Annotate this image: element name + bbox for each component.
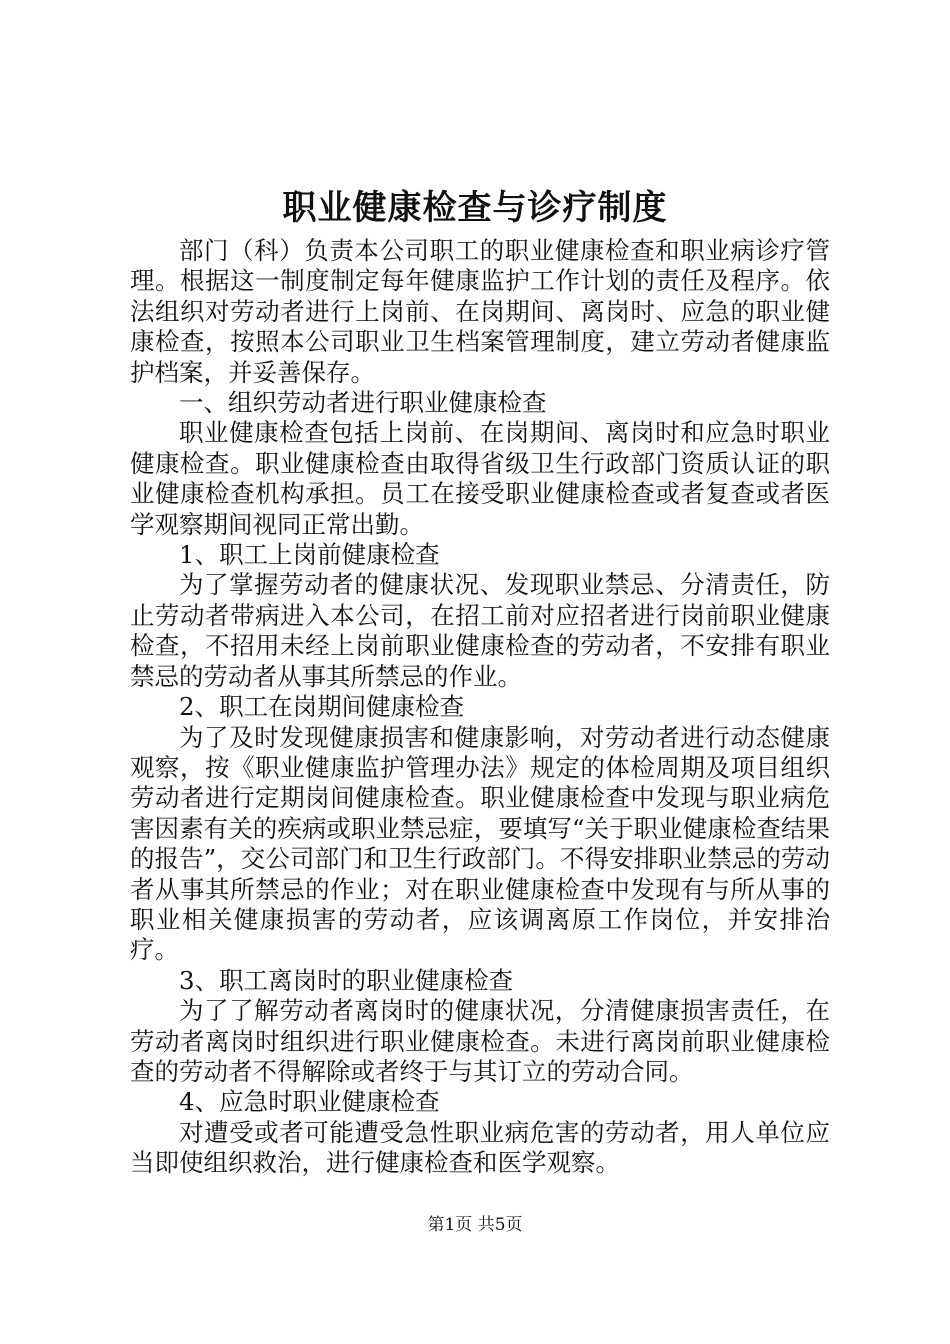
document-body xyxy=(130,236,830,1179)
page-number-footer: 第1页 共5页 xyxy=(427,1215,523,1235)
intro-paragraph: 部门（科）负责本公司职工的职业健康检查和职业病诊疗管理。根据这一制度制定每年健康监护工作计划的责任及程序。依法组织对劳动者进行上岗前、在岗期间、离岗时、应急的职业健康检查，按照本公司职业卫生档案管理制度，建立劳动者健康监护档案，并妥善保存。 xyxy=(130,236,830,387)
subsection-heading-1: 1、职工上岗前健康检查 xyxy=(179,540,440,570)
section-1-paragraph: 职业健康检查包括上岗前、在岗期间、离岗时和应急时职业健康检查。职业健康检查由取得省级卫生行政部门资质认证的职业健康检查机构承担。员工在接受职业健康检查或者复查或者医学观察期间视同正常出勤。 xyxy=(130,418,830,539)
subsection-heading-3: 3、职工离岗时的职业健康检查 xyxy=(179,965,514,995)
subsection-1-paragraph: 为了掌握劳动者的健康状况、发现职业禁忌、分清责任，防止劳动者带病进入本公司，在招工前对应招者进行岗前职业健康检查，不招用未经上岗前职业健康检查的劳动者，不安排有职业禁忌的劳动者从事其所禁忌的作业。 xyxy=(130,570,830,691)
subsection-3-paragraph: 为了了解劳动者离岗时的健康状况，分清健康损害责任，在劳动者离岗时组织进行职业健康检查。未进行离岗前职业健康检查的劳动者不得解除或者终于与其订立的劳动合同。 xyxy=(130,996,830,1086)
section-heading-1: 一、组织劳动者进行职业健康检查 xyxy=(179,388,547,418)
subsection-4-paragraph: 对遭受或者可能遭受急性职业病危害的劳动者，用人单位应当即使组织救治，进行健康检查和医学观察。 xyxy=(130,1117,830,1178)
subsection-heading-2: 2、职工在岗期间健康检查 xyxy=(179,692,465,722)
subsection-heading-4: 4、应急时职业健康检查 xyxy=(179,1087,440,1117)
subsection-2-paragraph: 为了及时发现健康损害和健康影响，对劳动者进行动态健康观察，按《职业健康监护管理办法》规定的体检周期及项目组织劳动者进行定期岗间健康检查。职业健康检查中发现与职业病危害因素有关的疾病或职业禁忌症，要填写“关于职业健康检查结果的报告”，交公司部门和卫生行政部门。不得安排职业禁忌的劳动者从事其所禁忌的作业；对在职业健康检查中发现有与所从事的职业相关健康损害的劳动者，应该调离原工作岗位，并安排治疗。 xyxy=(130,722,830,965)
document-title: 职业健康检查与诊疗制度 xyxy=(282,188,668,228)
